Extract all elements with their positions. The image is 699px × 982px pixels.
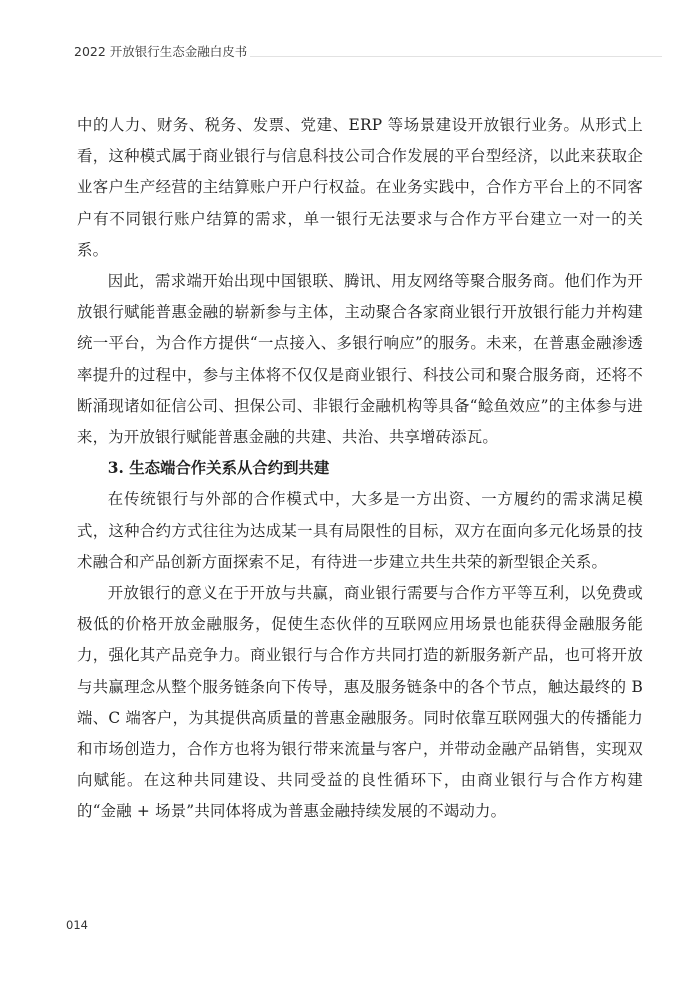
header-title: 2022 开放银行生态金融白皮书 [74,44,248,59]
header-divider [250,56,662,57]
running-header [74,40,644,62]
paragraph-aggregators: 因此，需求端开始出现中国银联、腾讯、用友网络等聚合服务商。他们作为开放银行赋能普惠金融的崭新参与主体，主动聚合各家商业银行开放银行能力并构建统一平台，为合作方提供“一点接入、多银行响应”的服务。未来，在普惠金融渗透率提升的过程中，参与主体将不仅仅是商业银行、科技公司和聚合服务商，还将不断涌现诸如征信公司、担保公司、非银行金融机构等具备“鲶鱼效应”的主体参与进来，为开放银行赋能普惠金融的共建、共治、共享增砖添瓦。 [77,272,643,447]
paragraph-open-banking-meaning: 开放银行的意义在于开放与共赢，商业银行需要与合作方平等互利，以免费或极低的价格开放金融服务，促使生态伙伴的互联网应用场景也能获得金融服务能力，强化其产品竞争力。商业银行与合作方共同打造的新服务新产品，也可将开放与共赢理念从整个服务链条向下传导，惠及服务链条中的各个节点，触达最终的 B 端、C 端客户，为其提供高质量的普惠金融服务。同时依靠互联网强大的传播能力和市场创造力，合作方也将为银行带来流量与客户，并带动金融产品销售，实现双向赋能。在这种共同建设、共同受益的良性循环下，由商业银行与合作方构建的“金融 + 场景”共同体将成为普惠金融持续发展的不竭动力。 [77,584,643,821]
paragraph-continued: 中的人力、财务、税务、发票、党建、ERP 等场景建设开放银行业务。从形式上看，这种模式属于商业银行与信息科技公司合作发展的平台型经济，以此来获取企业客户生产经营的主结算账户开户行权益。在业务实践中，合作方平台上的不同客户有不同银行账户结算的需求，单一银行无法要求与合作方平台建立一对一的关系。 [77,116,643,259]
body-content [77,110,643,828]
paragraph-traditional-model: 在传统银行与外部的合作模式中，大多是一方出资、一方履约的需求满足模式，这种合约方式往往为达成某一具有局限性的目标，双方在面向多元化场景的技术融合和产品创新方面探索不足，有待进一步建立共生共荣的新型银企关系。 [77,490,643,571]
page-number: 014 [66,918,88,932]
section-heading: 3. 生态端合作关系从合约到共建 [107,459,330,478]
